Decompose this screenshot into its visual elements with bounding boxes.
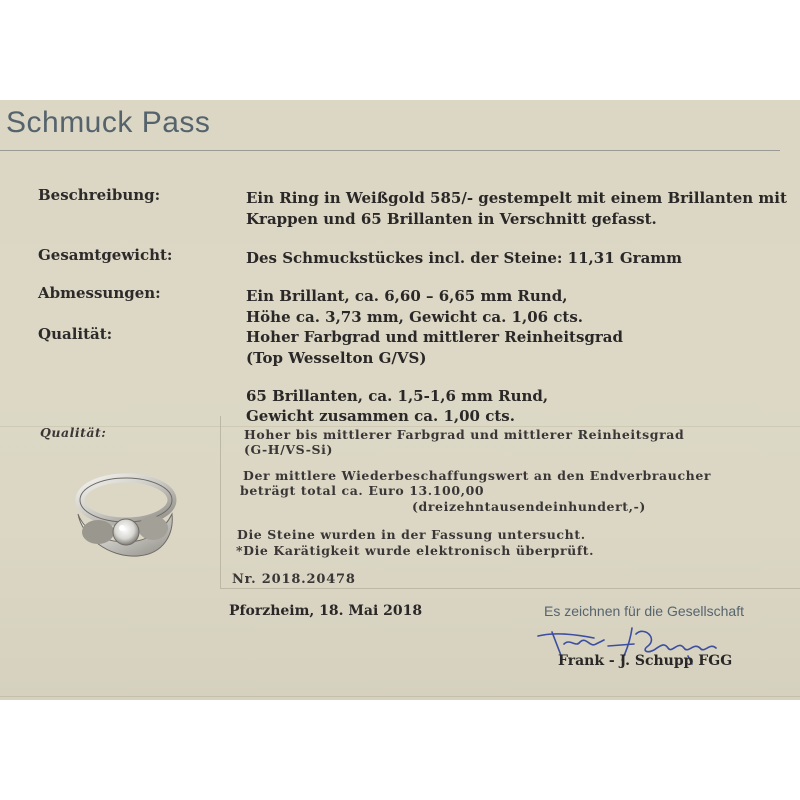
- value-line-1: Der mittlere Wiederbeschaffungswert an den Endverbraucher: [243, 468, 712, 483]
- check-line-1: Die Steine wurden in der Fassung untersucht.: [237, 527, 586, 542]
- quality2-line-2: (G-H/VS-Si): [244, 442, 334, 457]
- society-text: Es zeichnen für die Gesellschaft: [544, 603, 744, 619]
- bottom-rule: [0, 696, 800, 697]
- description-line-1: Ein Ring in Weißgold 585/- gestempelt mit einem Brillanten mit: [246, 189, 787, 207]
- label-description: Beschreibung:: [38, 186, 161, 204]
- margin-line: [220, 416, 221, 588]
- check-line-2: *Die Karätigkeit wurde elektronisch überprüft.: [236, 543, 595, 558]
- quality-line-2: (Top Wesselton G/VS): [246, 349, 427, 367]
- document-number: Nr. 2018.20478: [232, 572, 356, 587]
- signer-name: Frank - J. Schupp FGG: [558, 653, 733, 669]
- document-title: Schmuck Pass: [6, 106, 211, 139]
- label-dimensions: Abmessungen:: [38, 284, 161, 302]
- label-quality: Qualität:: [38, 325, 113, 343]
- ring-photo: [68, 470, 188, 565]
- quality2-line-1: Hoher bis mittlerer Farbgrad und mittlerer Reinheitsgrad: [244, 427, 685, 442]
- description-line-2: Krappen und 65 Brillanten in Verschnitt gefasst.: [246, 210, 657, 228]
- jewelry-passport-document: [0, 100, 800, 700]
- dimensions-line-1: Ein Brillant, ca. 6,60 – 6,65 mm Rund,: [246, 287, 568, 305]
- stones-line-1: 65 Brillanten, ca. 1,5-1,6 mm Rund,: [246, 387, 549, 405]
- label-quality-2: Qualität:: [40, 425, 107, 440]
- label-total-weight: Gesamtgewicht:: [38, 246, 173, 264]
- title-rule: [0, 150, 780, 151]
- quality-line-1: Hoher Farbgrad und mittlerer Reinheitsgrad: [246, 328, 624, 346]
- dimensions-line-2: Höhe ca. 3,73 mm, Gewicht ca. 1,06 cts.: [246, 308, 584, 326]
- total-weight-value: Des Schmuckstückes incl. der Steine: 11,31 Gramm: [246, 249, 683, 267]
- value-line-2: beträgt total ca. Euro 13.100,00: [240, 483, 485, 498]
- place-date: Pforzheim, 18. Mai 2018: [229, 603, 423, 619]
- value-line-3: (dreizehntausendeinhundert,-): [412, 499, 646, 514]
- stones-line-2: Gewicht zusammen ca. 1,00 cts.: [246, 407, 515, 425]
- number-rule: [220, 588, 800, 589]
